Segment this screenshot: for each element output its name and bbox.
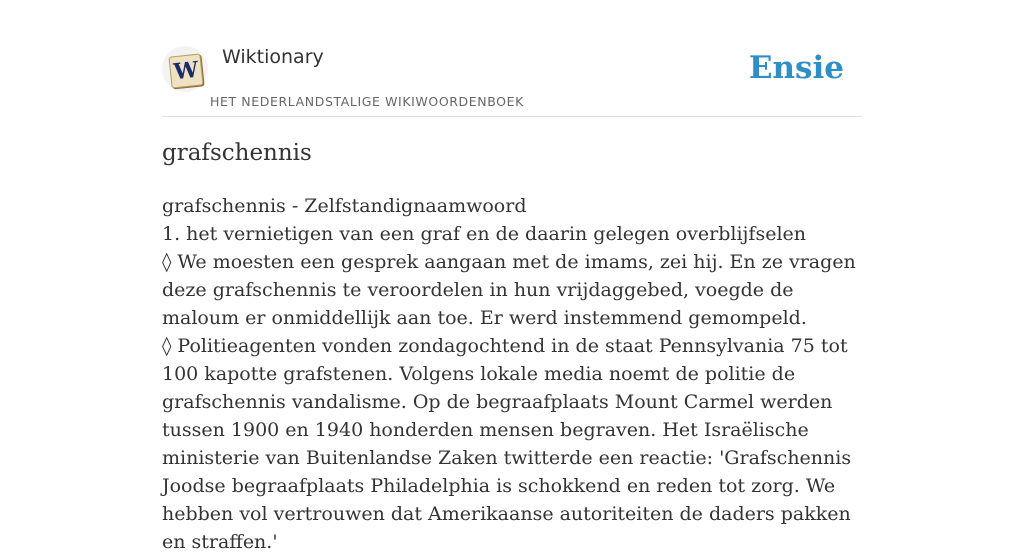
site-header bbox=[162, 44, 862, 117]
entry-content bbox=[162, 192, 862, 556]
site-name[interactable]: Wiktionary bbox=[222, 46, 324, 68]
wiktionary-logo-icon[interactable] bbox=[162, 46, 208, 92]
entry-heading: grafschennis - Zelfstandignaamwoord bbox=[162, 195, 527, 217]
logo-tile: W bbox=[168, 53, 203, 88]
entry-definition: 1. het vernietigen van een graf en de daarin gelegen overblijfselen bbox=[162, 223, 807, 245]
site-tagline: HET NEDERLANDSTALIGE WIKIWOORDENBOEK bbox=[210, 94, 524, 109]
page-title: grafschennis bbox=[162, 140, 312, 166]
ensie-brand-logo[interactable]: Ensie bbox=[748, 50, 844, 86]
example-sentence: ◊ Politieagenten vonden zondagochtend in de staat Pennsylvania 75 tot 100 kapotte grafstenen. Volgens lokale media noemt de politie de grafschennis vandalisme. Op de begraafplaats Mount Carmel werden tussen 1900 en 1940 honderden mensen begraven. Het Israëlische ministerie van Buitenlandse Zaken twitterde een reactie: 'Grafschennis Joodse begraafplaats Philadelphia is schokkend en reden tot zorg. We hebben vol vertrouwen dat Amerikaanse autoriteiten de daders pakken en straffen.' bbox=[162, 335, 852, 553]
example-sentence: ◊ We moesten een gesprek aangaan met de imams, zei hij. En ze vragen deze grafschennis te veroordelen in hun vrijdaggebed, voegde de maloum er onmiddellijk aan toe. Er werd instemmend gemompeld. bbox=[162, 251, 856, 329]
